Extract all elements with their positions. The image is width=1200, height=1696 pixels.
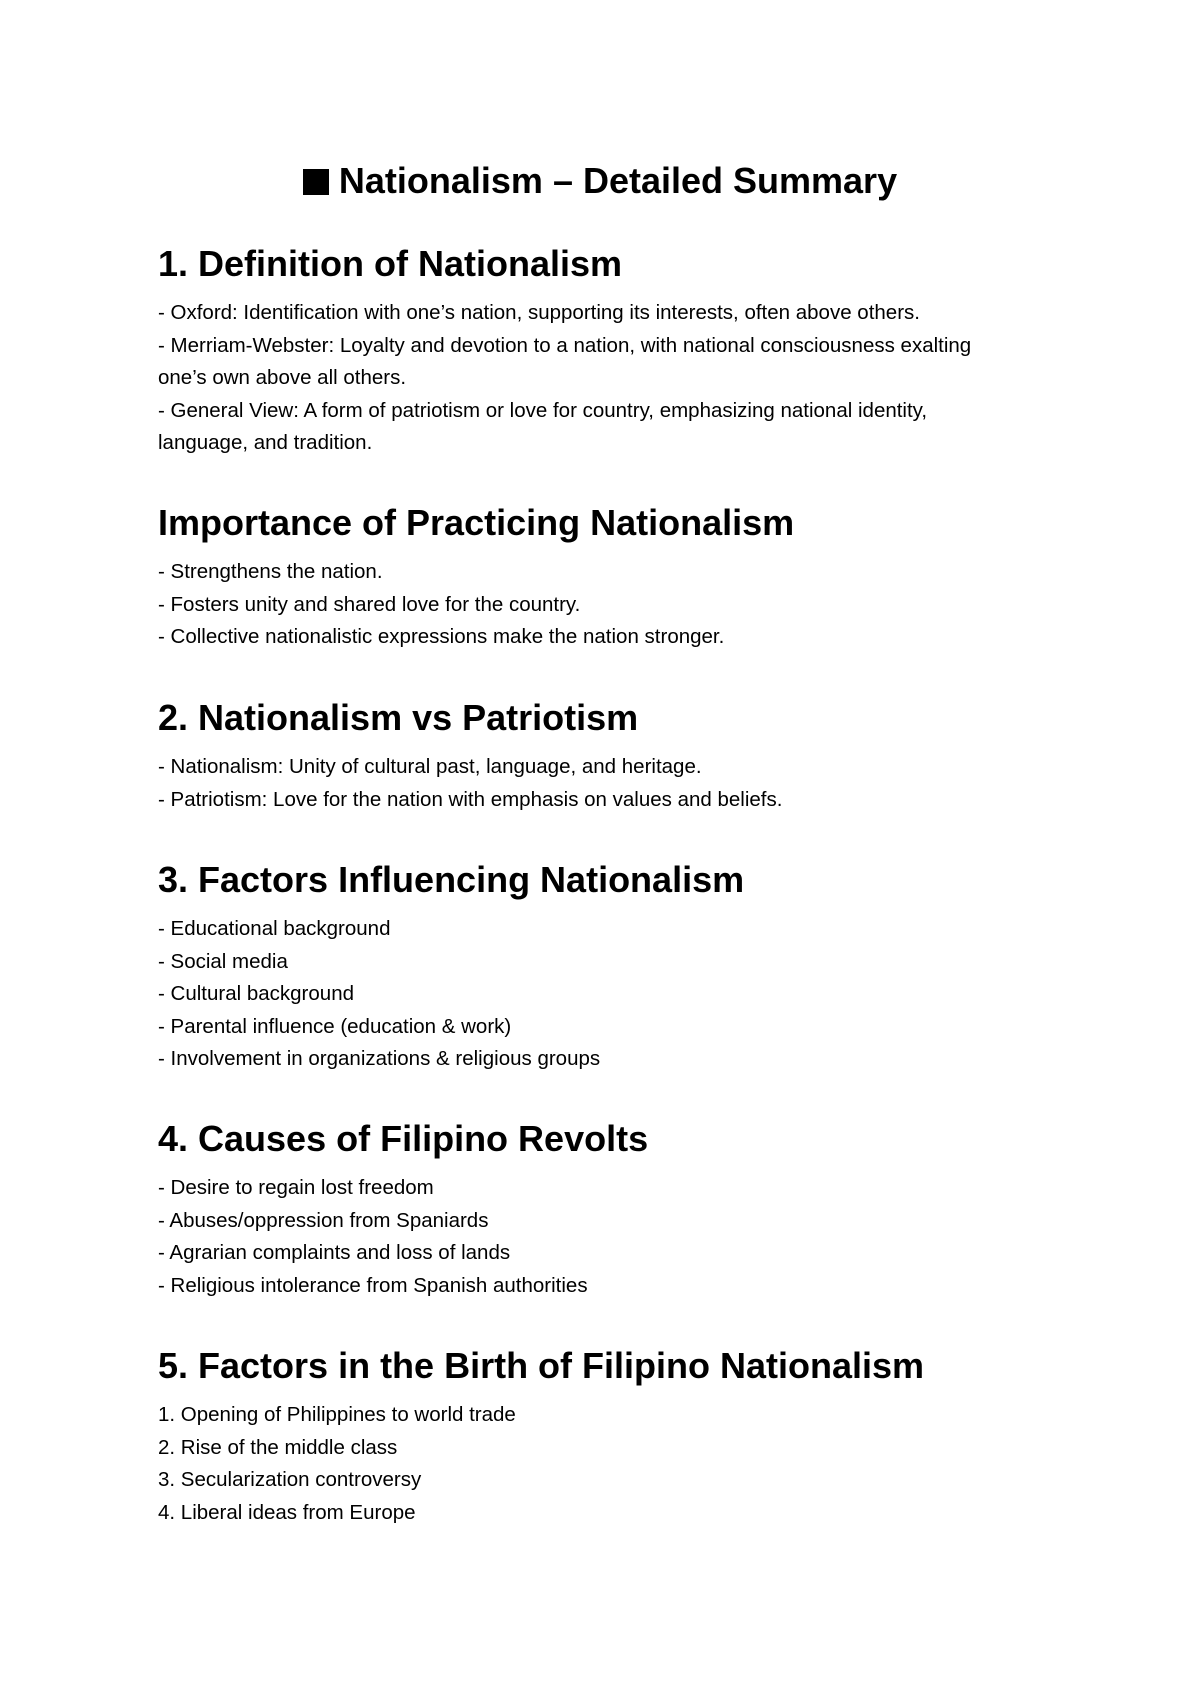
section-factors-influencing (158, 859, 1058, 1076)
body-line: one’s own above all others. (158, 366, 407, 389)
body-line: - General View: A form of patriotism or love for country, emphasizing national identity, (158, 398, 928, 422)
section-heading: Importance of Practicing Nationalism (158, 502, 795, 543)
body-line: - Social media (158, 949, 288, 973)
body-line: - Parental influence (education & work) (158, 1014, 512, 1038)
section-body (158, 556, 1058, 654)
section-body (158, 1172, 1058, 1302)
section-nationalism-vs-patriotism (158, 697, 1058, 816)
black-square-icon (303, 169, 329, 195)
section-heading: 1. Definition of Nationalism (158, 243, 623, 284)
section-definition (158, 243, 1058, 460)
section-heading: 2. Nationalism vs Patriotism (158, 697, 639, 738)
body-line: 2. Rise of the middle class (158, 1435, 398, 1459)
body-line: 3. Secularization controversy (158, 1468, 422, 1491)
body-line: - Agrarian complaints and loss of lands (158, 1241, 511, 1264)
body-line: 1. Opening of Philippines to world trade (158, 1403, 516, 1426)
body-line: - Strengthens the nation. (158, 560, 383, 583)
body-line: - Abuses/oppression from Spaniards (158, 1208, 489, 1232)
section-heading: 3. Factors Influencing Nationalism (158, 859, 745, 900)
body-line: - Fosters unity and shared love for the country. (158, 592, 581, 616)
section-body (158, 913, 1058, 1076)
section-causes-of-revolts (158, 1118, 1058, 1302)
body-line: - Religious intolerance from Spanish authorities (158, 1273, 588, 1297)
page-title-text: Nationalism – Detailed Summary (338, 160, 898, 201)
section-heading: 4. Causes of Filipino Revolts (158, 1118, 649, 1159)
body-line: 4. Liberal ideas from Europe (158, 1500, 416, 1524)
section-body (158, 751, 1058, 816)
body-line: - Educational background (158, 917, 391, 940)
body-line: - Patriotism: Love for the nation with emphasis on values and beliefs. (158, 787, 783, 811)
body-line: - Oxford: Identification with one’s nation, supporting its interests, often above others. (158, 301, 920, 324)
section-importance (158, 502, 1058, 654)
section-body (158, 1399, 1058, 1529)
page-title (0, 160, 1200, 202)
body-line: - Involvement in organizations & religious groups (158, 1047, 601, 1070)
section-birth-of-nationalism (158, 1345, 1058, 1529)
body-line: - Nationalism: Unity of cultural past, language, and heritage. (158, 755, 702, 778)
body-line: - Collective nationalistic expressions make the nation stronger. (158, 625, 725, 648)
section-body (158, 297, 1058, 460)
body-line: - Desire to regain lost freedom (158, 1176, 434, 1199)
body-line: language, and tradition. (158, 431, 373, 454)
section-heading: 5. Factors in the Birth of Filipino Nationalism (158, 1345, 925, 1386)
body-line: - Cultural background (158, 982, 354, 1005)
body-line: - Merriam-Webster: Loyalty and devotion to a nation, with national consciousness exalting (158, 333, 972, 357)
